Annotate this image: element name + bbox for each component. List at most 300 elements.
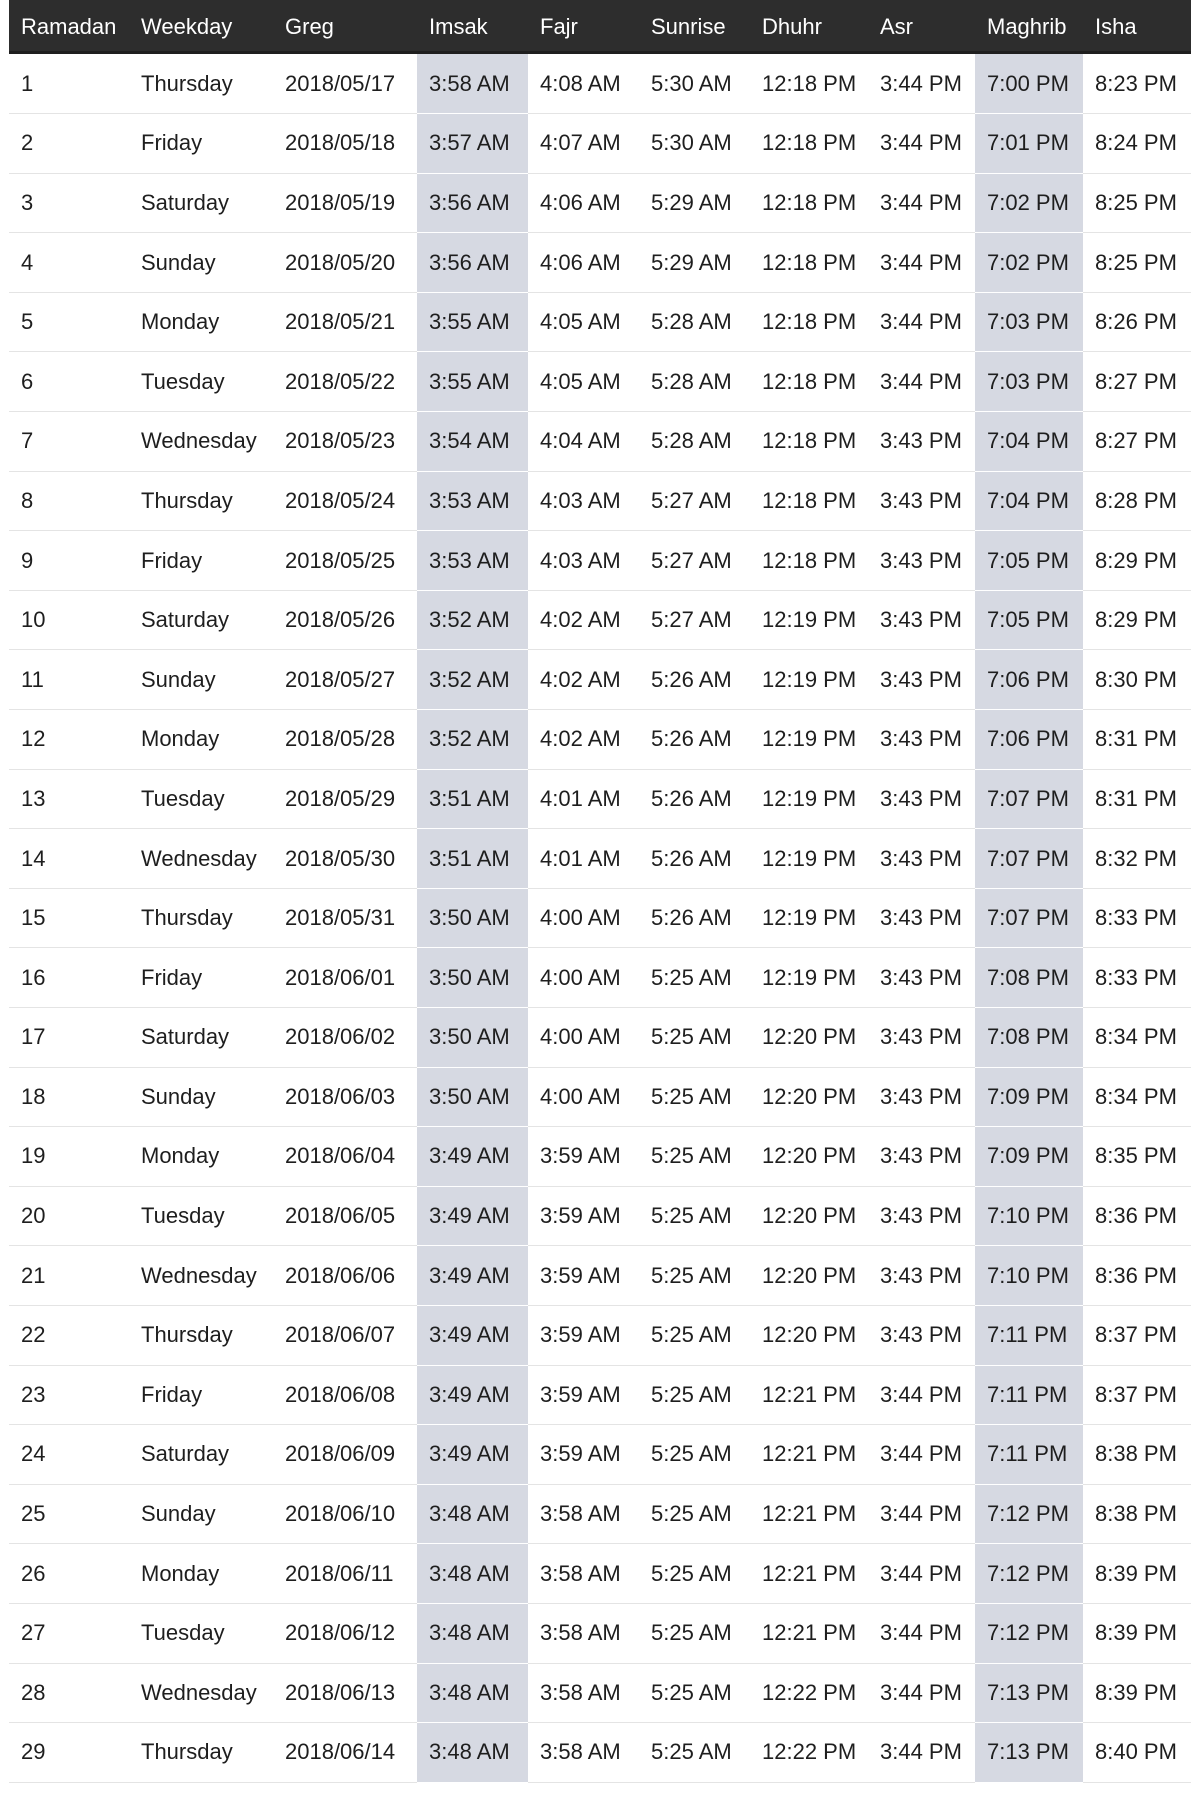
sunrise-time-cell: 5:25 AM [639,1067,750,1127]
asr-time-cell: 3:44 PM [868,1425,975,1485]
asr-time-cell: 3:43 PM [868,650,975,710]
maghrib-time-cell: 7:12 PM [975,1484,1083,1544]
dhuhr-time-cell: 12:18 PM [750,114,868,174]
isha-time-cell: 8:38 PM [1083,1484,1191,1544]
gregorian-date-cell: 2018/06/13 [273,1663,417,1723]
gregorian-date-cell: 2018/06/12 [273,1603,417,1663]
dhuhr-time-cell: 12:18 PM [750,352,868,412]
maghrib-time-cell: 7:11 PM [975,1305,1083,1365]
sunrise-time-cell: 5:25 AM [639,1723,750,1783]
isha-time-cell: 8:33 PM [1083,948,1191,1008]
sunrise-time-cell: 5:25 AM [639,1603,750,1663]
isha-time-cell: 8:39 PM [1083,1544,1191,1604]
maghrib-time-cell: 7:06 PM [975,710,1083,770]
table-row [9,1544,1191,1604]
asr-time-cell: 3:43 PM [868,888,975,948]
isha-time-cell: 8:28 PM [1083,471,1191,531]
isha-time-cell: 8:39 PM [1083,1663,1191,1723]
column-header-dhuhr[interactable]: Dhuhr [750,0,868,54]
fajr-time-cell: 4:00 AM [528,1067,639,1127]
asr-time-cell: 3:43 PM [868,710,975,770]
column-header-isha[interactable]: Isha [1083,0,1191,54]
imsak-time-cell: 3:49 AM [417,1127,528,1187]
dhuhr-time-cell: 12:20 PM [750,1246,868,1306]
imsak-time-cell: 3:49 AM [417,1186,528,1246]
imsak-time-cell: 3:50 AM [417,888,528,948]
ramadan-day-cell: 19 [9,1127,129,1187]
fajr-time-cell: 4:06 AM [528,233,639,293]
dhuhr-time-cell: 12:18 PM [750,531,868,591]
dhuhr-time-cell: 12:20 PM [750,1127,868,1187]
maghrib-time-cell: 7:12 PM [975,1544,1083,1604]
isha-time-cell: 8:38 PM [1083,1425,1191,1485]
imsak-time-cell: 3:50 AM [417,1067,528,1127]
asr-time-cell: 3:43 PM [868,1008,975,1068]
isha-time-cell: 8:29 PM [1083,590,1191,650]
ramadan-day-cell: 14 [9,829,129,889]
table-row [9,1305,1191,1365]
column-header-ramadan[interactable]: Ramadan [9,0,129,54]
weekday-cell: Sunday [129,650,273,710]
column-header-asr[interactable]: Asr [868,0,975,54]
weekday-cell: Friday [129,1365,273,1425]
column-header-weekday[interactable]: Weekday [129,0,273,54]
ramadan-day-cell: 21 [9,1246,129,1306]
dhuhr-time-cell: 12:19 PM [750,769,868,829]
dhuhr-time-cell: 12:18 PM [750,54,868,114]
isha-time-cell: 8:30 PM [1083,650,1191,710]
isha-time-cell: 8:32 PM [1083,829,1191,889]
maghrib-time-cell: 7:13 PM [975,1663,1083,1723]
dhuhr-time-cell: 12:21 PM [750,1544,868,1604]
asr-time-cell: 3:44 PM [868,1544,975,1604]
gregorian-date-cell: 2018/06/14 [273,1723,417,1783]
imsak-time-cell: 3:49 AM [417,1305,528,1365]
sunrise-time-cell: 5:29 AM [639,173,750,233]
imsak-time-cell: 3:48 AM [417,1544,528,1604]
gregorian-date-cell: 2018/06/07 [273,1305,417,1365]
dhuhr-time-cell: 12:20 PM [750,1008,868,1068]
asr-time-cell: 3:43 PM [868,531,975,591]
fajr-time-cell: 4:03 AM [528,471,639,531]
weekday-cell: Thursday [129,1305,273,1365]
sunrise-time-cell: 5:28 AM [639,412,750,472]
fajr-time-cell: 3:59 AM [528,1246,639,1306]
asr-time-cell: 3:43 PM [868,1067,975,1127]
ramadan-day-cell: 7 [9,412,129,472]
gregorian-date-cell: 2018/06/04 [273,1127,417,1187]
imsak-time-cell: 3:52 AM [417,590,528,650]
ramadan-day-cell: 29 [9,1723,129,1783]
ramadan-day-cell: 10 [9,590,129,650]
asr-time-cell: 3:44 PM [868,114,975,174]
maghrib-time-cell: 7:12 PM [975,1603,1083,1663]
maghrib-time-cell: 7:09 PM [975,1067,1083,1127]
table-row [9,1067,1191,1127]
maghrib-time-cell: 7:03 PM [975,352,1083,412]
isha-time-cell: 8:36 PM [1083,1246,1191,1306]
dhuhr-time-cell: 12:20 PM [750,1067,868,1127]
maghrib-time-cell: 7:07 PM [975,829,1083,889]
column-header-greg[interactable]: Greg [273,0,417,54]
weekday-cell: Sunday [129,233,273,293]
table-row [9,1127,1191,1187]
asr-time-cell: 3:43 PM [868,412,975,472]
table-row [9,1246,1191,1306]
imsak-time-cell: 3:48 AM [417,1603,528,1663]
sunrise-time-cell: 5:25 AM [639,1544,750,1604]
isha-time-cell: 8:34 PM [1083,1008,1191,1068]
ramadan-day-cell: 6 [9,352,129,412]
sunrise-time-cell: 5:30 AM [639,54,750,114]
asr-time-cell: 3:43 PM [868,829,975,889]
maghrib-time-cell: 7:10 PM [975,1246,1083,1306]
gregorian-date-cell: 2018/05/24 [273,471,417,531]
table-row [9,292,1191,352]
fajr-time-cell: 4:02 AM [528,590,639,650]
dhuhr-time-cell: 12:19 PM [750,710,868,770]
sunrise-time-cell: 5:25 AM [639,1186,750,1246]
ramadan-day-cell: 16 [9,948,129,1008]
maghrib-time-cell: 7:08 PM [975,948,1083,1008]
isha-time-cell: 8:27 PM [1083,412,1191,472]
ramadan-day-cell: 1 [9,54,129,114]
weekday-cell: Tuesday [129,769,273,829]
fajr-time-cell: 4:04 AM [528,412,639,472]
imsak-time-cell: 3:57 AM [417,114,528,174]
fajr-time-cell: 3:59 AM [528,1365,639,1425]
imsak-time-cell: 3:51 AM [417,769,528,829]
imsak-time-cell: 3:54 AM [417,412,528,472]
dhuhr-time-cell: 12:22 PM [750,1723,868,1783]
dhuhr-time-cell: 12:21 PM [750,1484,868,1544]
ramadan-day-cell: 24 [9,1425,129,1485]
sunrise-time-cell: 5:25 AM [639,1425,750,1485]
table-row [9,948,1191,1008]
asr-time-cell: 3:44 PM [868,1723,975,1783]
maghrib-time-cell: 7:05 PM [975,590,1083,650]
weekday-cell: Thursday [129,888,273,948]
maghrib-time-cell: 7:01 PM [975,114,1083,174]
sunrise-time-cell: 5:27 AM [639,531,750,591]
imsak-time-cell: 3:48 AM [417,1663,528,1723]
sunrise-time-cell: 5:29 AM [639,233,750,293]
maghrib-time-cell: 7:07 PM [975,769,1083,829]
maghrib-time-cell: 7:10 PM [975,1186,1083,1246]
asr-time-cell: 3:44 PM [868,1365,975,1425]
gregorian-date-cell: 2018/06/09 [273,1425,417,1485]
fajr-time-cell: 4:01 AM [528,769,639,829]
fajr-time-cell: 4:00 AM [528,888,639,948]
maghrib-time-cell: 7:04 PM [975,471,1083,531]
weekday-cell: Sunday [129,1484,273,1544]
fajr-time-cell: 4:00 AM [528,1008,639,1068]
asr-time-cell: 3:43 PM [868,769,975,829]
maghrib-time-cell: 7:00 PM [975,54,1083,114]
maghrib-time-cell: 7:03 PM [975,292,1083,352]
maghrib-time-cell: 7:13 PM [975,1723,1083,1783]
sunrise-time-cell: 5:26 AM [639,888,750,948]
gregorian-date-cell: 2018/05/22 [273,352,417,412]
fajr-time-cell: 4:07 AM [528,114,639,174]
fajr-time-cell: 4:01 AM [528,829,639,889]
asr-time-cell: 3:43 PM [868,1186,975,1246]
isha-time-cell: 8:25 PM [1083,233,1191,293]
weekday-cell: Tuesday [129,1603,273,1663]
table-row [9,54,1191,114]
column-header-imsak[interactable]: Imsak [417,0,528,54]
table-row [9,1723,1191,1783]
imsak-time-cell: 3:50 AM [417,1008,528,1068]
imsak-time-cell: 3:53 AM [417,531,528,591]
maghrib-time-cell: 7:02 PM [975,173,1083,233]
isha-time-cell: 8:26 PM [1083,292,1191,352]
dhuhr-time-cell: 12:19 PM [750,590,868,650]
weekday-cell: Tuesday [129,352,273,412]
dhuhr-time-cell: 12:20 PM [750,1305,868,1365]
weekday-cell: Friday [129,114,273,174]
sunrise-time-cell: 5:30 AM [639,114,750,174]
dhuhr-time-cell: 12:18 PM [750,233,868,293]
gregorian-date-cell: 2018/06/02 [273,1008,417,1068]
asr-time-cell: 3:44 PM [868,1603,975,1663]
fajr-time-cell: 3:59 AM [528,1186,639,1246]
column-header-sunrise[interactable]: Sunrise [639,0,750,54]
imsak-time-cell: 3:52 AM [417,710,528,770]
ramadan-day-cell: 9 [9,531,129,591]
weekday-cell: Friday [129,948,273,1008]
ramadan-day-cell: 27 [9,1603,129,1663]
asr-time-cell: 3:43 PM [868,948,975,1008]
sunrise-time-cell: 5:28 AM [639,352,750,412]
dhuhr-time-cell: 12:18 PM [750,292,868,352]
imsak-time-cell: 3:53 AM [417,471,528,531]
ramadan-timetable [9,0,1191,1783]
asr-time-cell: 3:43 PM [868,590,975,650]
gregorian-date-cell: 2018/06/06 [273,1246,417,1306]
dhuhr-time-cell: 12:19 PM [750,888,868,948]
ramadan-day-cell: 23 [9,1365,129,1425]
fajr-time-cell: 3:59 AM [528,1425,639,1485]
asr-time-cell: 3:44 PM [868,352,975,412]
fajr-time-cell: 4:02 AM [528,710,639,770]
asr-time-cell: 3:44 PM [868,233,975,293]
table-row [9,1365,1191,1425]
table-row [9,888,1191,948]
fajr-time-cell: 4:06 AM [528,173,639,233]
ramadan-day-cell: 18 [9,1067,129,1127]
gregorian-date-cell: 2018/05/19 [273,173,417,233]
isha-time-cell: 8:24 PM [1083,114,1191,174]
sunrise-time-cell: 5:27 AM [639,590,750,650]
fajr-time-cell: 3:58 AM [528,1544,639,1604]
weekday-cell: Monday [129,710,273,770]
ramadan-day-cell: 11 [9,650,129,710]
dhuhr-time-cell: 12:18 PM [750,412,868,472]
gregorian-date-cell: 2018/05/21 [273,292,417,352]
ramadan-day-cell: 2 [9,114,129,174]
maghrib-time-cell: 7:04 PM [975,412,1083,472]
weekday-cell: Wednesday [129,1246,273,1306]
imsak-time-cell: 3:56 AM [417,173,528,233]
gregorian-date-cell: 2018/06/01 [273,948,417,1008]
sunrise-time-cell: 5:25 AM [639,1305,750,1365]
table-row [9,1008,1191,1068]
table-row [9,769,1191,829]
table-row [9,1425,1191,1485]
imsak-time-cell: 3:49 AM [417,1246,528,1306]
gregorian-date-cell: 2018/05/30 [273,829,417,889]
maghrib-time-cell: 7:11 PM [975,1425,1083,1485]
fajr-time-cell: 3:59 AM [528,1127,639,1187]
isha-time-cell: 8:37 PM [1083,1305,1191,1365]
isha-time-cell: 8:29 PM [1083,531,1191,591]
gregorian-date-cell: 2018/05/29 [273,769,417,829]
ramadan-day-cell: 15 [9,888,129,948]
isha-time-cell: 8:37 PM [1083,1365,1191,1425]
table-row [9,412,1191,472]
weekday-cell: Thursday [129,471,273,531]
table-row [9,650,1191,710]
gregorian-date-cell: 2018/05/31 [273,888,417,948]
table-row [9,1603,1191,1663]
ramadan-day-cell: 26 [9,1544,129,1604]
table-row [9,352,1191,412]
asr-time-cell: 3:44 PM [868,173,975,233]
sunrise-time-cell: 5:28 AM [639,292,750,352]
fajr-time-cell: 3:58 AM [528,1723,639,1783]
gregorian-date-cell: 2018/05/17 [273,54,417,114]
weekday-cell: Thursday [129,1723,273,1783]
weekday-cell: Sunday [129,1067,273,1127]
weekday-cell: Friday [129,531,273,591]
isha-time-cell: 8:31 PM [1083,769,1191,829]
imsak-time-cell: 3:52 AM [417,650,528,710]
imsak-time-cell: 3:56 AM [417,233,528,293]
sunrise-time-cell: 5:25 AM [639,948,750,1008]
imsak-time-cell: 3:50 AM [417,948,528,1008]
dhuhr-time-cell: 12:21 PM [750,1365,868,1425]
asr-time-cell: 3:43 PM [868,1127,975,1187]
isha-time-cell: 8:36 PM [1083,1186,1191,1246]
isha-time-cell: 8:31 PM [1083,710,1191,770]
weekday-cell: Monday [129,1127,273,1187]
weekday-cell: Tuesday [129,1186,273,1246]
fajr-time-cell: 4:02 AM [528,650,639,710]
imsak-time-cell: 3:58 AM [417,54,528,114]
sunrise-time-cell: 5:26 AM [639,710,750,770]
gregorian-date-cell: 2018/05/23 [273,412,417,472]
gregorian-date-cell: 2018/05/18 [273,114,417,174]
fajr-time-cell: 4:05 AM [528,292,639,352]
ramadan-day-cell: 25 [9,1484,129,1544]
gregorian-date-cell: 2018/05/28 [273,710,417,770]
asr-time-cell: 3:44 PM [868,1484,975,1544]
table-row [9,173,1191,233]
dhuhr-time-cell: 12:22 PM [750,1663,868,1723]
maghrib-time-cell: 7:09 PM [975,1127,1083,1187]
sunrise-time-cell: 5:27 AM [639,471,750,531]
sunrise-time-cell: 5:25 AM [639,1365,750,1425]
isha-time-cell: 8:27 PM [1083,352,1191,412]
dhuhr-time-cell: 12:21 PM [750,1603,868,1663]
fajr-time-cell: 4:00 AM [528,948,639,1008]
table-row [9,531,1191,591]
weekday-cell: Saturday [129,1425,273,1485]
weekday-cell: Thursday [129,54,273,114]
asr-time-cell: 3:44 PM [868,292,975,352]
gregorian-date-cell: 2018/05/27 [273,650,417,710]
imsak-time-cell: 3:48 AM [417,1484,528,1544]
fajr-time-cell: 4:08 AM [528,54,639,114]
column-header-maghrib[interactable]: Maghrib [975,0,1083,54]
table-header [9,0,1191,54]
isha-time-cell: 8:25 PM [1083,173,1191,233]
fajr-time-cell: 3:58 AM [528,1484,639,1544]
table-row [9,471,1191,531]
ramadan-day-cell: 3 [9,173,129,233]
isha-time-cell: 8:33 PM [1083,888,1191,948]
table-row [9,1663,1191,1723]
header-row [9,0,1191,54]
imsak-time-cell: 3:49 AM [417,1365,528,1425]
ramadan-day-cell: 22 [9,1305,129,1365]
maghrib-time-cell: 7:02 PM [975,233,1083,293]
maghrib-time-cell: 7:05 PM [975,531,1083,591]
maghrib-time-cell: 7:07 PM [975,888,1083,948]
table-body [9,54,1191,1782]
table-row [9,233,1191,293]
asr-time-cell: 3:43 PM [868,471,975,531]
table-row [9,1186,1191,1246]
gregorian-date-cell: 2018/06/03 [273,1067,417,1127]
ramadan-day-cell: 8 [9,471,129,531]
asr-time-cell: 3:43 PM [868,1246,975,1306]
sunrise-time-cell: 5:25 AM [639,1127,750,1187]
isha-time-cell: 8:23 PM [1083,54,1191,114]
dhuhr-time-cell: 12:19 PM [750,650,868,710]
weekday-cell: Monday [129,292,273,352]
fajr-time-cell: 3:58 AM [528,1603,639,1663]
table-row [9,829,1191,889]
imsak-time-cell: 3:55 AM [417,352,528,412]
sunrise-time-cell: 5:25 AM [639,1484,750,1544]
asr-time-cell: 3:44 PM [868,54,975,114]
maghrib-time-cell: 7:11 PM [975,1365,1083,1425]
isha-time-cell: 8:39 PM [1083,1603,1191,1663]
gregorian-date-cell: 2018/06/11 [273,1544,417,1604]
isha-time-cell: 8:35 PM [1083,1127,1191,1187]
fajr-time-cell: 4:05 AM [528,352,639,412]
column-header-fajr[interactable]: Fajr [528,0,639,54]
sunrise-time-cell: 5:26 AM [639,769,750,829]
weekday-cell: Saturday [129,1008,273,1068]
gregorian-date-cell: 2018/06/08 [273,1365,417,1425]
asr-time-cell: 3:43 PM [868,1305,975,1365]
weekday-cell: Wednesday [129,1663,273,1723]
isha-time-cell: 8:34 PM [1083,1067,1191,1127]
dhuhr-time-cell: 12:19 PM [750,948,868,1008]
ramadan-day-cell: 4 [9,233,129,293]
gregorian-date-cell: 2018/05/26 [273,590,417,650]
weekday-cell: Wednesday [129,829,273,889]
weekday-cell: Saturday [129,590,273,650]
dhuhr-time-cell: 12:18 PM [750,173,868,233]
sunrise-time-cell: 5:25 AM [639,1663,750,1723]
dhuhr-time-cell: 12:18 PM [750,471,868,531]
table-row [9,710,1191,770]
table-row [9,1484,1191,1544]
